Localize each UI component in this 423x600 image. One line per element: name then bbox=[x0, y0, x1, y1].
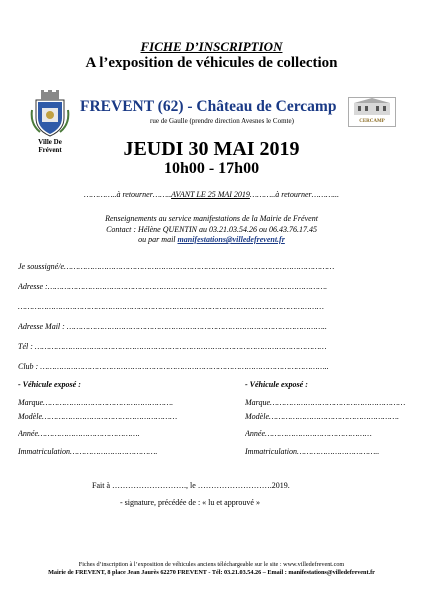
return-line: …………..à retourner……..AVANT LE 25 MAI 2019………..à retourner………... bbox=[84, 190, 339, 199]
town-label: Ville De Frévent bbox=[38, 138, 62, 154]
deadline: AVANT LE 25 MAI 2019 bbox=[171, 190, 250, 199]
form-subtitle: A l’exposition de véhicules de collection bbox=[85, 55, 338, 71]
marque-field-right[interactable]: Marque………………………………………………… bbox=[245, 398, 405, 407]
modele-field-right[interactable]: Modèle………………………………………………. bbox=[245, 412, 400, 421]
town-crest-icon bbox=[30, 90, 70, 138]
form-title: FICHE D’INSCRIPTION bbox=[140, 39, 283, 54]
event-hours: 10h00 - 17h00 bbox=[163, 160, 260, 177]
immat-field-left[interactable]: Immatriculation………………………………. bbox=[18, 447, 158, 456]
castle-logo-icon bbox=[348, 97, 396, 127]
contact-email-link[interactable]: manifestations@villedefrevent.fr bbox=[177, 235, 285, 244]
email-field[interactable]: Adresse Mail : ……………………………………………………………………………………………….. bbox=[18, 322, 327, 331]
contact-info: Renseignements au service manifestations de la Mairie de Frévent Contact : Hélène QUENTIN au 03.21.03.54.26 ou 06.43.76.17.45 ou par mail manifestations@villedefrevent.fr bbox=[105, 214, 318, 244]
soussigne-field[interactable]: Je soussigné/e…………………………………………………………………………………………………… bbox=[18, 262, 335, 271]
signature-line: - signature, précédée de : « lu et approuvé » bbox=[120, 498, 260, 507]
cercamp-logo bbox=[348, 97, 396, 127]
adresse-field[interactable]: Adresse :………………………………………………………………………………………………………. bbox=[18, 282, 328, 291]
vehicle-heading-right: - Véhicule exposé : bbox=[245, 380, 308, 389]
svg-text:CERCAMP: CERCAMP bbox=[359, 119, 385, 124]
road-directions: rue de Gaulle (prendre direction Avesnes le Comte) bbox=[150, 117, 294, 125]
venue-title: FREVENT (62) - Château de Cercamp bbox=[80, 98, 337, 115]
event-date: JEUDI 30 MAI 2019 bbox=[123, 138, 300, 160]
adresse-line2-field[interactable]: ………………………………………………………………………………………………………………… bbox=[18, 302, 324, 311]
marque-field-left[interactable]: Marque………………………………………………. bbox=[18, 398, 174, 407]
fait-a-line[interactable]: Fait à ………………………., le ……………………….2019. bbox=[92, 481, 290, 490]
club-field[interactable]: Club : ………………………………………………………………………………………………………….. bbox=[18, 362, 329, 371]
modele-field-left[interactable]: Modèle………………………………………………… bbox=[18, 412, 178, 421]
tel-field[interactable]: Tél : …………………………………………………………………………………………………………… bbox=[18, 342, 327, 351]
annee-field-left[interactable]: Année……………………………………. bbox=[18, 429, 140, 438]
immat-field-right[interactable]: Immatriculation…………………………….. bbox=[245, 447, 380, 456]
vehicle-heading-left: - Véhicule exposé : bbox=[18, 380, 81, 389]
annee-field-right[interactable]: Année……………………………………… bbox=[245, 429, 372, 438]
footer: Fiches d’inscription à l’exposition de véhicules anciens téléchargeable sur le site : www.villedefrevent.com Mairie de FREVENT, 8 place Jean Jaurès 62270 FREVENT - Tél: 03.21.03.54.26 – Email : manifestations@villedefrevent.fr bbox=[48, 561, 375, 576]
